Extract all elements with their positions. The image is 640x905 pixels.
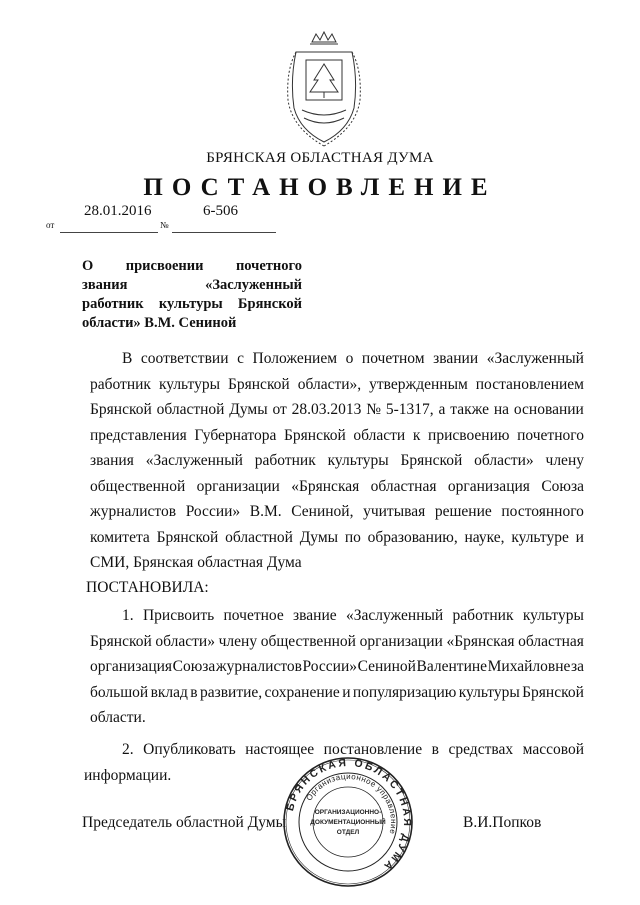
paragraph-line: области. [90, 709, 146, 726]
document-date: 28.01.2016 [84, 203, 152, 219]
resolution-heading: ПОСТАНОВИЛА: [86, 579, 209, 596]
subject-line: области» В.М. Сениной [82, 315, 237, 331]
signatory-position: Председатель областной Думы [82, 814, 287, 831]
date-underline [60, 232, 158, 233]
coat-of-arms-icon [282, 30, 366, 148]
paragraph-line: Брянской области» члену общественной организации «Брянская областная [90, 632, 584, 650]
organization-title: БРЯНСКАЯ ОБЛАСТНАЯ ДУМА [206, 150, 434, 166]
stamp-center-line: ДОКУМЕНТАЦИОННЫЙ [310, 819, 386, 826]
svg-text:БРЯНСКАЯ ОБЛАСТНАЯ ДУМА: БРЯНСКАЯ ОБЛАСТНАЯ ДУМА [284, 756, 414, 874]
preamble-paragraph [90, 346, 584, 576]
paragraph-line: комитета Брянской областной Думы по образованию, науке, культуре и [90, 528, 584, 546]
document-subject [82, 257, 302, 333]
paragraph-line: организация Союза журналистов России» Сениной Валентине Михайловне за [90, 658, 584, 675]
signatory-name: В.И.Попков [463, 814, 542, 831]
paragraph-line: большой вклад в развитие, сохранение и популяризацию культуры Брянской [90, 683, 584, 701]
paragraph-line: звания «Заслуженный работник культуры Брянской области» члену [90, 452, 584, 469]
paragraph-line: журналистов России» В.М. Сениной, учитывая решение постоянного [90, 503, 584, 520]
number-underline [172, 232, 276, 233]
subject-line: работник культуры Брянской [82, 296, 302, 312]
subject-line: звания «Заслуженный [82, 277, 302, 293]
paragraph-line: представления Губернатора Брянской области к присвоению почетного [90, 426, 584, 444]
paragraph-line: Брянской областной Думы от 28.03.2013 № 5-1317, а также на основании [90, 401, 584, 418]
paragraph-line: 1. Присвоить почетное звание «Заслуженный работник культуры [122, 607, 584, 624]
paragraph-line: В соответствии с Положением о почетном звании «Заслуженный [122, 350, 584, 367]
paragraph-line: информации. [84, 766, 172, 784]
paragraph-line: работник культуры Брянской области», утвержденным постановлением [90, 375, 584, 393]
date-label: от [46, 220, 55, 230]
paragraph-line: СМИ, Брянская областная Дума [90, 554, 302, 571]
document-type-title: ПОСТАНОВЛЕНИЕ [143, 174, 497, 201]
document-number: 6-506 [203, 203, 238, 219]
stamp-center-line: ОРГАНИЗАЦИОННО- [314, 809, 382, 816]
paragraph-line: 2. Опубликовать настоящее постановление в средствах массовой [122, 741, 584, 758]
official-seal-stamp [282, 756, 414, 888]
resolution-item-1 [90, 603, 584, 731]
number-label: № [160, 220, 169, 230]
paragraph-line: общественной организации «Брянская областная организация Союза [90, 477, 584, 495]
svg-text:Организационное управление: Организационное управление [304, 771, 399, 836]
subject-line: О присвоении почетного [82, 258, 302, 274]
stamp-center-line: ОТДЕЛ [336, 829, 360, 836]
